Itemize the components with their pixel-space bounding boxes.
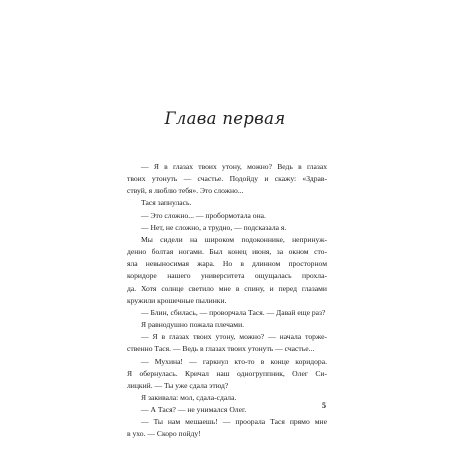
text-line: Я обернулась. Кричал наш одногруппник, Олег Си- bbox=[127, 368, 327, 378]
text-line: — Ты нам мешаешь! — проорала Тася прямо мне bbox=[141, 417, 327, 427]
text-line: — Я в глазах твоих утону, можно? — начала торже- bbox=[141, 332, 327, 342]
paragraph bbox=[127, 331, 327, 355]
text-line: яла невыносимая жара. Но в длинном просторном bbox=[127, 259, 327, 269]
paragraph bbox=[127, 404, 327, 416]
paragraph bbox=[127, 222, 327, 234]
text-line: — Я в глазах твоих утону, можно? Ведь в глазах bbox=[141, 162, 327, 171]
paragraph bbox=[127, 392, 327, 404]
text-line: ственно Тася. — Ведь в глазах твоих утонуть — счастье... bbox=[127, 344, 315, 354]
text-line: Я закивала: мол, сдала-сдала. bbox=[141, 392, 237, 402]
paragraph bbox=[127, 210, 327, 222]
text-line: — Блин, сбилась, — проворчала Тася. — Давай еще раз? bbox=[141, 307, 326, 317]
paragraph bbox=[127, 356, 327, 392]
paragraph bbox=[127, 234, 327, 307]
page-number: 5 bbox=[322, 401, 326, 410]
paragraph bbox=[127, 161, 327, 197]
text-line: кружили крошечные пылинки. bbox=[127, 295, 227, 305]
text-line: в ухо. — Скоро пойду! bbox=[127, 429, 201, 439]
text-line: да. Хотя солнце светило мне в спину, и перед глазами bbox=[127, 283, 327, 293]
paragraph bbox=[127, 197, 327, 209]
body-text bbox=[127, 161, 327, 441]
text-line: Я равнодушно пожала плечами. bbox=[141, 320, 245, 330]
paragraph bbox=[127, 319, 327, 331]
text-line: Тася запнулась. bbox=[141, 198, 192, 208]
text-line: твоих утонуть — счастье. Подойду и скажу: «Здрав- bbox=[127, 174, 327, 184]
text-line: — А Тася? — не унимался Олег. bbox=[141, 405, 247, 415]
chapter-title: Глава первая bbox=[164, 109, 286, 128]
text-line: ствуй, я люблю тебя». Это сложно... bbox=[127, 186, 244, 196]
text-line: денно болтая ногами. Был конец июня, за окном сто- bbox=[127, 247, 327, 257]
paragraph bbox=[127, 416, 327, 440]
text-line: — Это сложно... — пробормотала она. bbox=[141, 210, 266, 220]
text-line: — Мухина! — гаркнул кто-то в конце коридора. bbox=[141, 356, 327, 366]
text-line: — Нет, не сложно, а трудно, — подсказала я. bbox=[141, 222, 287, 232]
text-line: Мы сидели на широком подоконнике, непринуж- bbox=[141, 234, 327, 244]
paragraph bbox=[127, 307, 327, 319]
text-line: коридоре нашего университета ощущалась прохла- bbox=[127, 271, 327, 281]
text-line: лицкий. — Ты уже сдала этюд? bbox=[127, 380, 229, 390]
